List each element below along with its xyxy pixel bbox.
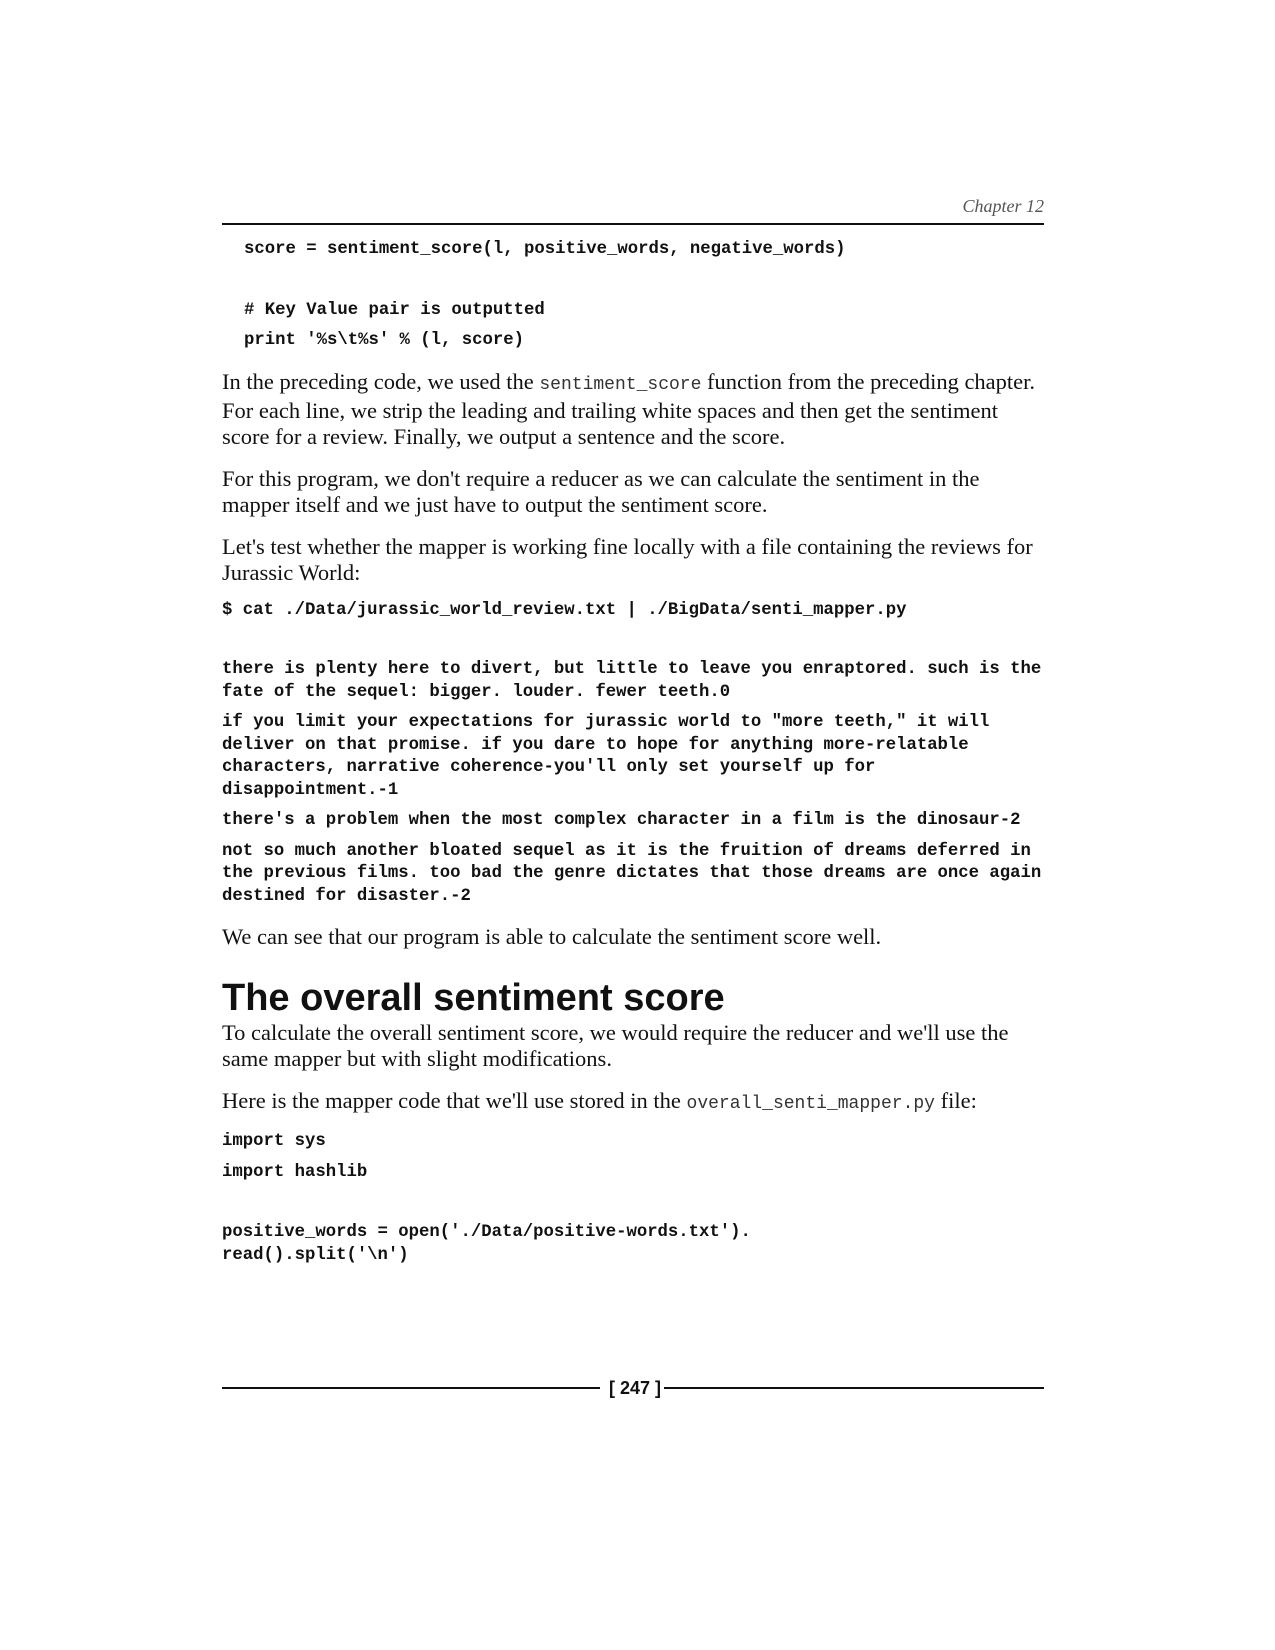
code-line: score = sentiment_score(l, positive_words, negative_words) bbox=[244, 240, 846, 259]
page-footer bbox=[222, 1376, 1044, 1400]
code-line: # Key Value pair is outputted bbox=[244, 300, 545, 320]
output-line: not so much another bloated sequel as it is the fruition of dreams deferred in the previous films. too bad the genre dictates that those dreams are once again destined for disaster.-2 bbox=[222, 841, 1052, 906]
paragraph: To calculate the overall sentiment score, we would require the reducer and we'll use the same mapper but with slight modifications. bbox=[222, 1020, 1009, 1071]
output-line: there's a problem when the most complex character in a film is the dinosaur-2 bbox=[222, 811, 1021, 830]
code-line: import sys bbox=[222, 1132, 326, 1151]
paragraph: Here is the mapper code that we'll use stored in the overall_senti_mapper.py file: bbox=[222, 1088, 977, 1114]
page-content bbox=[222, 195, 1052, 1267]
code-line: read().split('\n') bbox=[222, 1245, 409, 1265]
output-line: there is plenty here to divert, but little to leave you enraptored. such is the fate of the sequel: bigger. louder. fewer teeth.0 bbox=[222, 660, 1052, 702]
chapter-label: Chapter 12 bbox=[962, 196, 1044, 216]
code-line: positive_words = open('./Data/positive-words.txt'). bbox=[222, 1223, 751, 1242]
output-line: if you limit your expectations for jurassic world to "more teeth," it will deliver on that promise. if you dare to hope for anything more-relatable characters, narrative coherence-you'll only set yourself up for disappointment.-1 bbox=[222, 713, 1000, 800]
paragraph: We can see that our program is able to calculate the sentiment score well. bbox=[222, 924, 882, 949]
footer-rule bbox=[664, 1387, 1044, 1389]
code-line: print '%s\t%s' % (l, score) bbox=[244, 331, 525, 350]
page-number: [ 247 ] bbox=[608, 1378, 662, 1398]
paragraph: For this program, we don't require a reducer as we can calculate the sentiment in the mapper itself and we just have to output the sentiment score. bbox=[222, 465, 980, 517]
section-heading: The overall sentiment score bbox=[222, 977, 725, 1019]
inline-code: overall_senti_mapper.py bbox=[686, 1094, 935, 1114]
footer-rule bbox=[222, 1387, 600, 1389]
code-line: import hashlib bbox=[222, 1162, 368, 1182]
inline-code: sentiment_score bbox=[539, 374, 702, 395]
shell-command: $ cat ./Data/jurassic_world_review.txt | ./BigData/senti_mapper.py bbox=[222, 600, 907, 620]
paragraph: Let's test whether the mapper is working fine locally with a file containing the reviews for Jurassic World: bbox=[222, 533, 1033, 585]
paragraph: In the preceding code, we used the sentiment_score function from the preceding chapter. For each line, we strip the leading and trailing white spaces and then get the sentiment score for a review. Finally, we output a sentence and the score. bbox=[222, 368, 1036, 449]
running-header bbox=[222, 195, 1044, 225]
